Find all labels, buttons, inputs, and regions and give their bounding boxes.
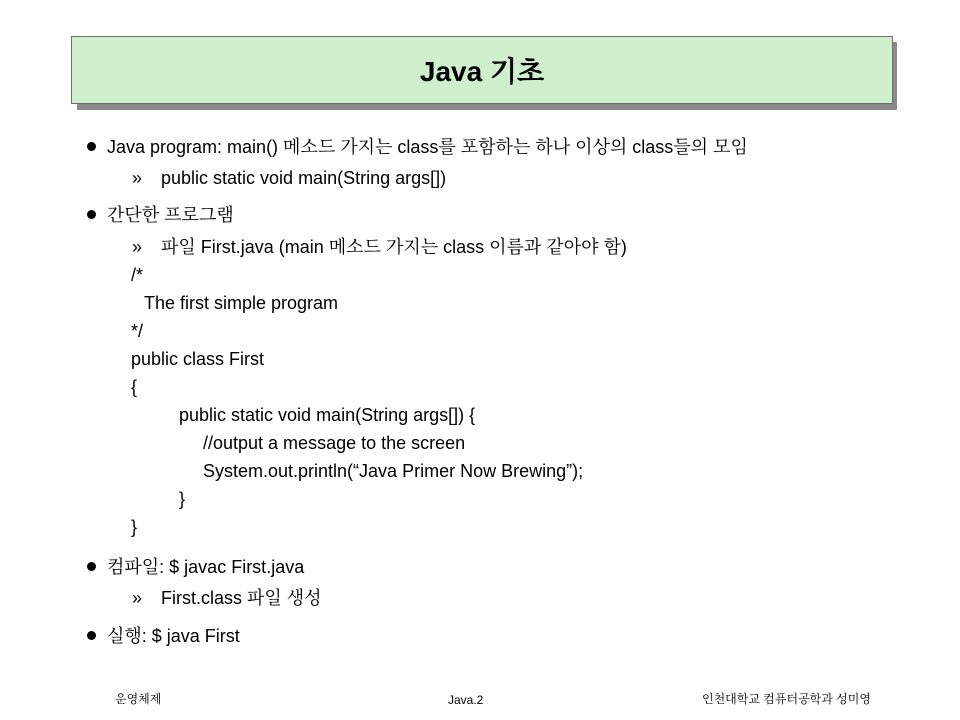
- footer-center: Java.2: [448, 693, 484, 707]
- code-line: }: [179, 489, 186, 509]
- bullet-dot-icon: [87, 142, 96, 151]
- code-line: //output a message to the screen: [203, 433, 466, 453]
- code-line: public static void main(String args[]) {: [179, 405, 476, 425]
- bullet-2-text: 간단한 프로그램: [107, 205, 234, 225]
- code-line: The first simple program: [144, 293, 339, 313]
- sub-marker-icon: »: [132, 237, 143, 257]
- sub-marker-icon: »: [132, 588, 143, 608]
- code-line: }: [131, 517, 138, 537]
- bullet-4-text: 실행: $ java First: [107, 626, 240, 646]
- bullet-dot-icon: [87, 210, 96, 219]
- code-line: public class First: [131, 349, 265, 369]
- slide-title: Java 기초: [419, 56, 545, 87]
- bullet-3-text: 컴파일: $ javac First.java: [107, 557, 305, 577]
- title-box: [71, 36, 893, 104]
- bullet-3-sub: First.class 파일 생성: [161, 588, 322, 608]
- footer-right: 인천대학교 컴퓨터공학과 성미영: [702, 692, 871, 706]
- bullet-1-sub: public static void main(String args[]): [161, 168, 447, 188]
- bullet-dot-icon: [87, 562, 96, 571]
- code-line: System.out.println(“Java Primer Now Brewing”);: [203, 461, 584, 481]
- code-line: /*: [131, 265, 144, 285]
- bullet-2-sub: 파일 First.java (main 메소드 가지는 class 이름과 같아야 함): [161, 237, 627, 257]
- code-line: {: [131, 377, 138, 397]
- code-line: */: [131, 321, 144, 341]
- sub-marker-icon: »: [132, 168, 143, 188]
- bullet-dot-icon: [87, 631, 96, 640]
- bullet-1-text: Java program: main() 메소드 가지는 class를 포함하는 하나 이상의 class들의 모임: [107, 137, 748, 157]
- footer-left: 운영체제: [115, 692, 162, 706]
